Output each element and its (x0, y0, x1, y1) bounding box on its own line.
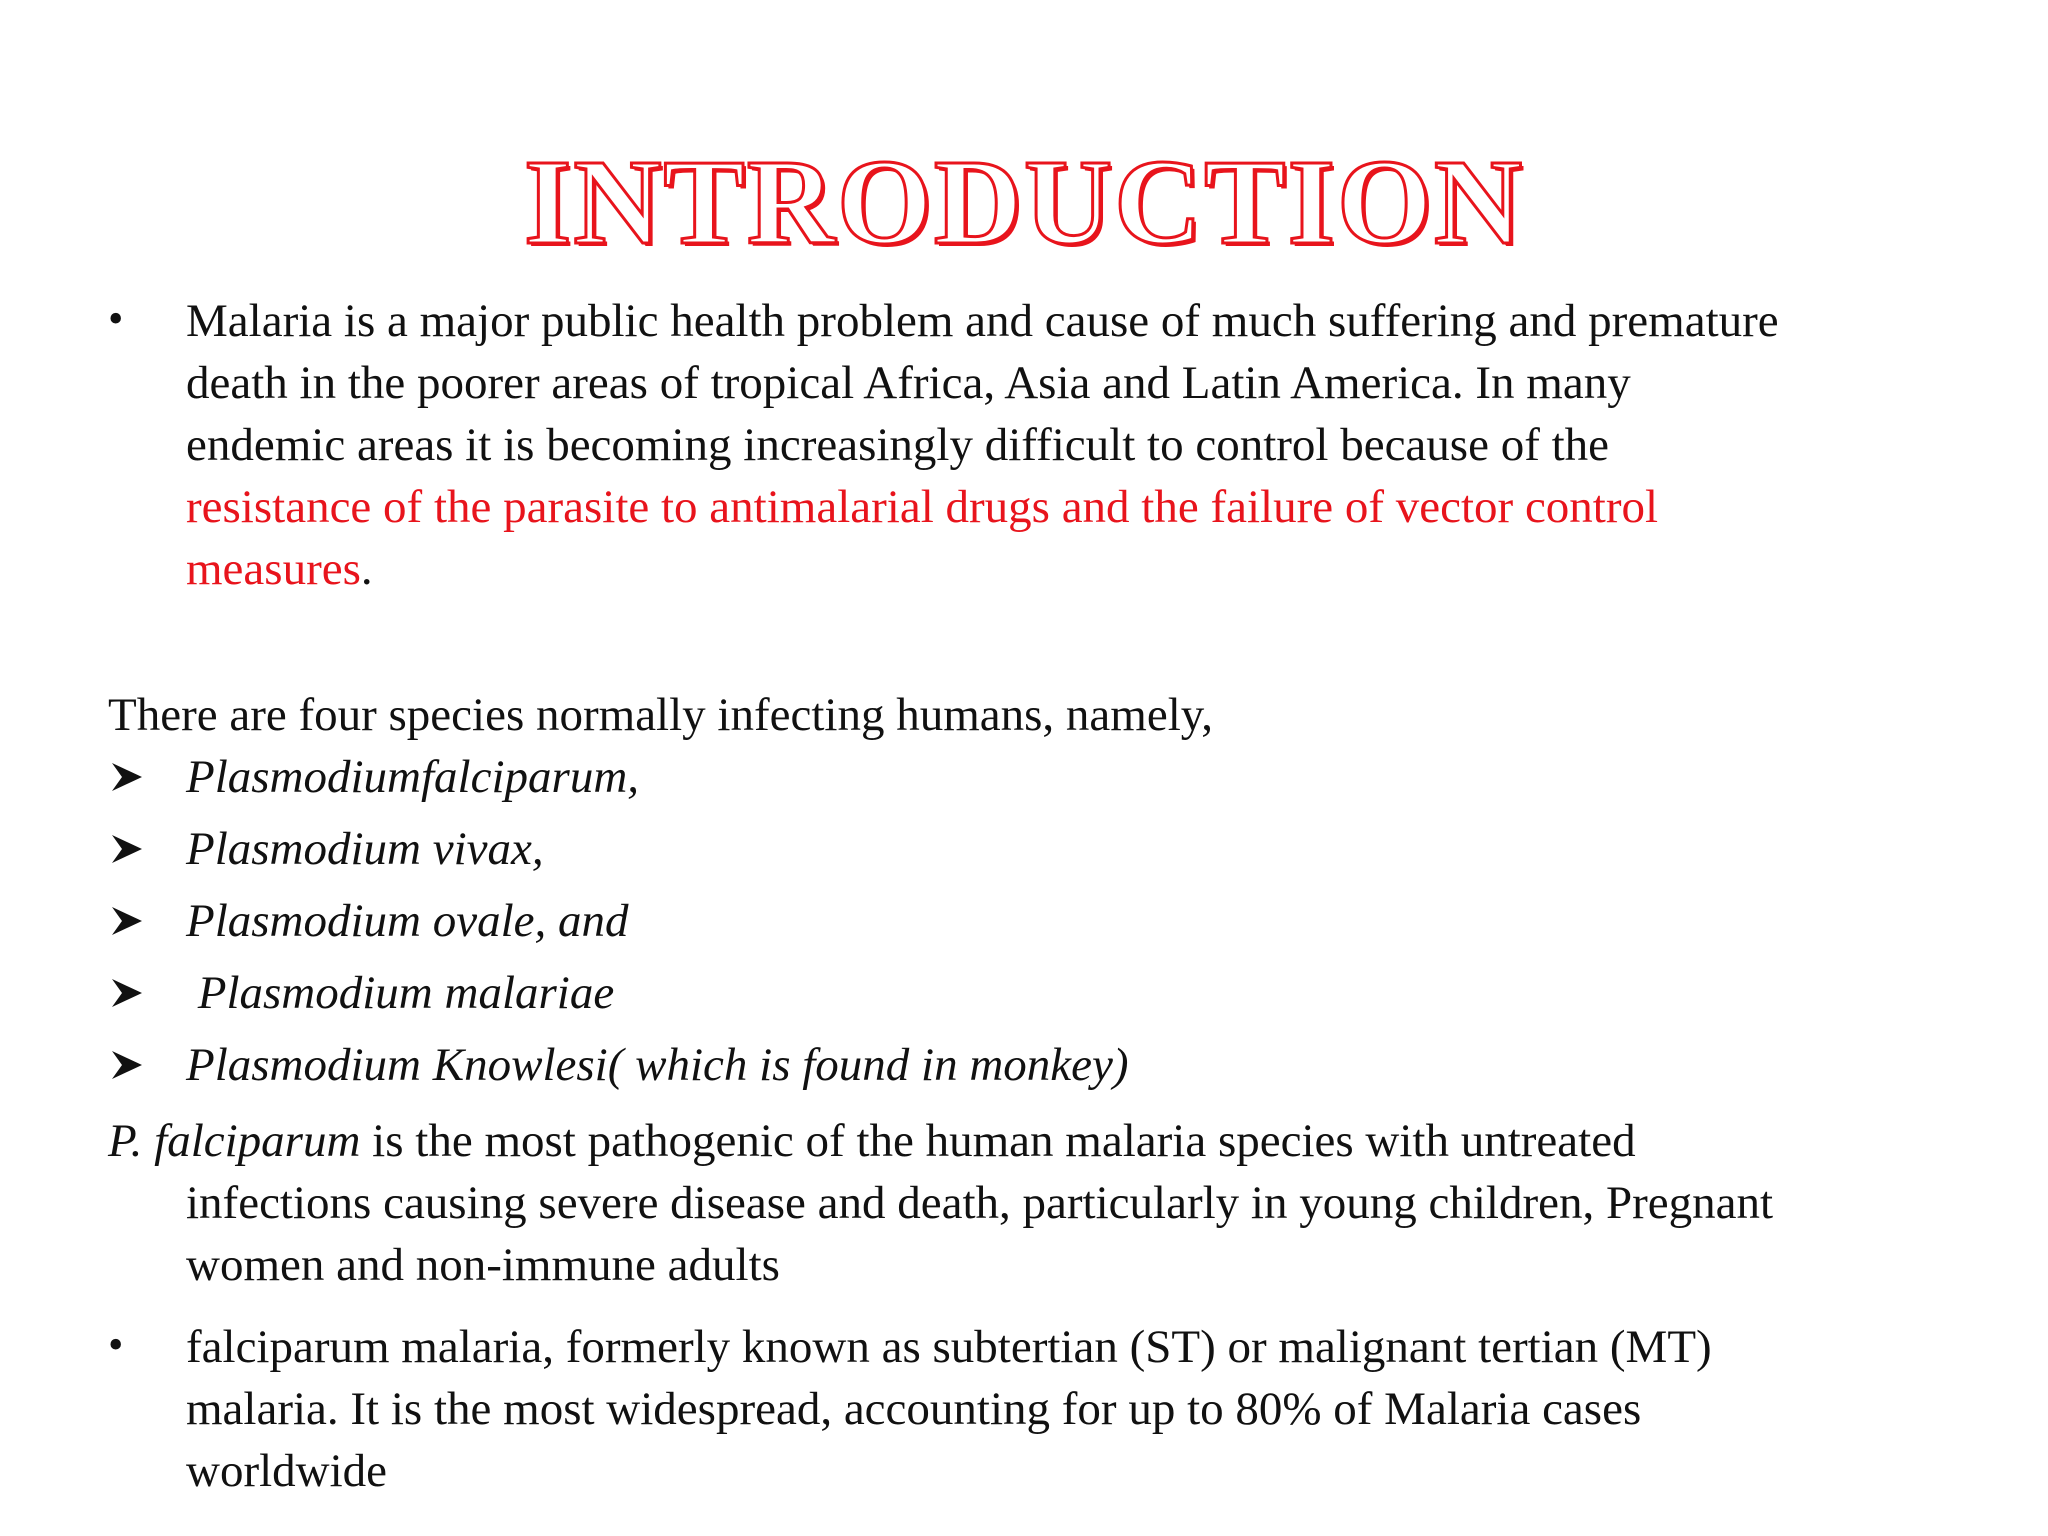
bullet2-line-2: malaria. It is the most widespread, accounting for up to 80% of Malaria cases (186, 1383, 1642, 1435)
arrow-bullet-icon (110, 1048, 144, 1082)
falciparum-rest: is the most pathogenic of the human malaria species with untreated (360, 1115, 1636, 1167)
species-item: Plasmodium Knowlesi( which is found in monkey) (186, 1039, 1129, 1091)
arrow-bullet-icon (110, 904, 144, 938)
falciparum-line-3: women and non-immune adults (186, 1239, 780, 1291)
arrow-bullet-icon (110, 760, 144, 794)
falciparum-line-1 (108, 1110, 1636, 1172)
bullet1-red-line-2: measures (186, 543, 361, 595)
bullet1-end-period: . (360, 543, 373, 595)
species-item: Plasmodiumfalciparum, (186, 751, 640, 803)
species-item: Plasmodium vivax, (186, 823, 544, 875)
bullet2-line-3: worldwide (186, 1445, 388, 1497)
bullet1-last-line (186, 538, 373, 600)
species-item: Plasmodium malariae (186, 967, 615, 1019)
falciparum-italic: P. falciparum (108, 1115, 361, 1167)
bullet2-line-1: falciparum malaria, formerly known as subtertian (ST) or malignant tertian (MT) (186, 1321, 1712, 1373)
arrow-bullet-icon (110, 976, 144, 1010)
bullet-marker: • (108, 1320, 124, 1369)
bullet1-line-2: death in the poorer areas of tropical Africa, Asia and Latin America. In many (186, 357, 1631, 409)
slide-title: INTRODUCTION (523, 135, 1525, 270)
species-item: Plasmodium ovale, and (186, 895, 629, 947)
bullet1-red-line-1: resistance of the parasite to antimalarial drugs and the failure of vector control (186, 481, 1659, 533)
falciparum-line-2: infections causing severe disease and death, particularly in young children, Pregnant (186, 1177, 1774, 1229)
bullet1-line-3: endemic areas it is becoming increasingly difficult to control because of the (186, 419, 1610, 471)
species-intro: There are four species normally infecting humans, namely, (108, 689, 1213, 741)
bullet1-line-1: Malaria is a major public health problem and cause of much suffering and premature (186, 295, 1779, 347)
bullet-marker: • (108, 294, 124, 343)
arrow-bullet-icon (110, 832, 144, 866)
